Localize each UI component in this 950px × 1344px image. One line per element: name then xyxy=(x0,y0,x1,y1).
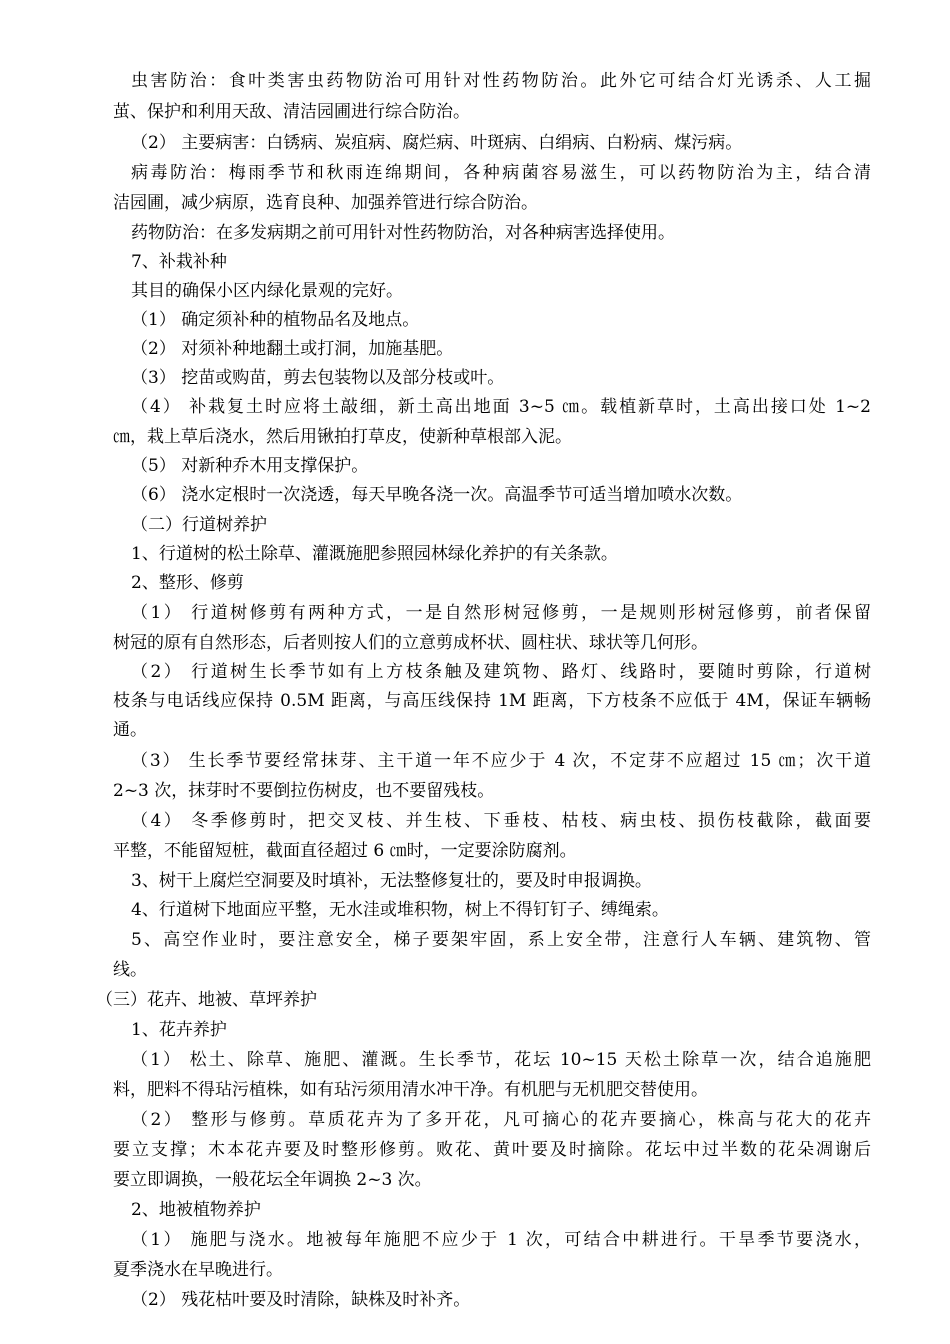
text-line: （2） 主要病害：白锈病、炭疽病、腐烂病、叶斑病、白绢病、白粉病、煤污病。 xyxy=(131,133,743,153)
text-line: （3） 生长季节要经常抹芽、主干道一年不应少于 4 次，不定芽不应超过 15 ㎝；次干道 xyxy=(131,751,871,771)
text-line: 3、树干上腐烂空洞要及时填补，无法整修复壮的，要及时申报调换。 xyxy=(131,871,652,891)
text-line: 树冠的原有自然形态，后者则按人们的立意剪成杯状、圆柱状、球状等几何形。 xyxy=(113,633,708,653)
text-line: 要立即调换，一般花坛全年调换 2~3 次。 xyxy=(113,1170,432,1190)
text-line: （二）行道树养护 xyxy=(131,515,267,535)
text-line: （2） 残花枯叶要及时清除，缺株及时补齐。 xyxy=(131,1290,471,1310)
text-line: （6） 浇水定根时一次浇透，每天早晚各浇一次。高温季节可适当增加喷水次数。 xyxy=(131,485,743,505)
text-line: （1） 施肥与浇水。地被每年施肥不应少于 1 次，可结合中耕进行。干旱季节要浇水， xyxy=(131,1230,871,1250)
text-line: 5、高空作业时，要注意安全，梯子要架牢固，系上安全带，注意行人车辆、建筑物、管 xyxy=(131,930,871,950)
text-line: （2） 对须补种地翻土或打洞，加施基肥。 xyxy=(131,339,454,359)
text-line: 病毒防治：梅雨季节和秋雨连绵期间，各种病菌容易滋生，可以药物防治为主，结合清 xyxy=(131,163,871,183)
text-line: 2~3 次，抹芽时不要倒拉伤树皮，也不要留残枝。 xyxy=(113,781,495,801)
text-line: 通。 xyxy=(113,720,147,740)
text-line: 平整，不能留短桩，截面直径超过 6 ㎝时，一定要涂防腐剂。 xyxy=(113,841,577,861)
text-line: （5） 对新种乔木用支撑保护。 xyxy=(131,456,369,476)
text-line: 其目的确保小区内绿化景观的完好。 xyxy=(131,281,403,301)
text-line: 2、地被植物养护 xyxy=(131,1200,261,1220)
text-line: （1） 行道树修剪有两种方式，一是自然形树冠修剪，一是规则形树冠修剪，前者保留 xyxy=(131,603,871,623)
text-line: 洁园圃，减少病原，选育良种、加强养管进行综合防治。 xyxy=(113,193,538,213)
text-line: 虫害防治：食叶类害虫药物防治可用针对性药物防治。此外它可结合灯光诱杀、人工掘 xyxy=(131,71,871,91)
text-line: （4） 冬季修剪时，把交叉枝、并生枝、下垂枝、枯枝、病虫枝、损伤枝截除，截面要 xyxy=(131,811,871,831)
text-line: 要立支撑；木本花卉要及时整形修剪。败花、黄叶要及时摘除。花坛中过半数的花朵凋谢后 xyxy=(113,1140,871,1160)
text-line: 茧、保护和利用天敌、清洁园圃进行综合防治。 xyxy=(113,102,470,122)
text-line: 线。 xyxy=(113,960,147,980)
text-line: （1） 确定须补种的植物品名及地点。 xyxy=(131,310,420,330)
text-line: （三）花卉、地被、草坪养护 xyxy=(96,990,317,1010)
text-line: （1） 松土、除草、施肥、灌溉。生长季节，花坛 10~15 天松土除草一次，结合追施肥 xyxy=(131,1050,871,1070)
text-line: 药物防治：在多发病期之前可用针对性药物防治，对各种病害选择使用。 xyxy=(131,223,675,243)
text-line: （4） 补栽复土时应将土敲细，新土高出地面 3~5 ㎝。载植新草时，土高出接口处 1~2 xyxy=(131,397,871,417)
text-line: 1、花卉养护 xyxy=(131,1020,227,1040)
text-line: 夏季浇水在早晚进行。 xyxy=(113,1260,283,1280)
text-line: （3） 挖苗或购苗，剪去包装物以及部分枝或叶。 xyxy=(131,368,505,388)
text-line: 料，肥料不得玷污植株，如有玷污须用清水冲干净。有机肥与无机肥交替使用。 xyxy=(113,1080,708,1100)
text-line: 7、补栽补种 xyxy=(131,252,227,272)
text-line: ㎝，栽上草后浇水，然后用锹拍打草皮，使新种草根部入泥。 xyxy=(113,427,572,447)
text-line: 4、行道树下地面应平整，无水洼或堆积物，树上不得钉钉子、缚绳索。 xyxy=(131,900,669,920)
text-line: 2、整形、修剪 xyxy=(131,573,244,593)
text-line: 1、行道树的松土除草、灌溉施肥参照园林绿化养护的有关条款。 xyxy=(131,544,618,564)
text-line: （2） 整形与修剪。草质花卉为了多开花，凡可摘心的花卉要摘心，株高与花大的花卉 xyxy=(131,1110,871,1130)
text-line: （2） 行道树生长季节如有上方枝条触及建筑物、路灯、线路时，要随时剪除，行道树 xyxy=(131,662,871,682)
text-line: 枝条与电话线应保持 0.5M 距离，与高压线保持 1M 距离，下方枝条不应低于 4M，保证车辆畅 xyxy=(113,691,871,711)
